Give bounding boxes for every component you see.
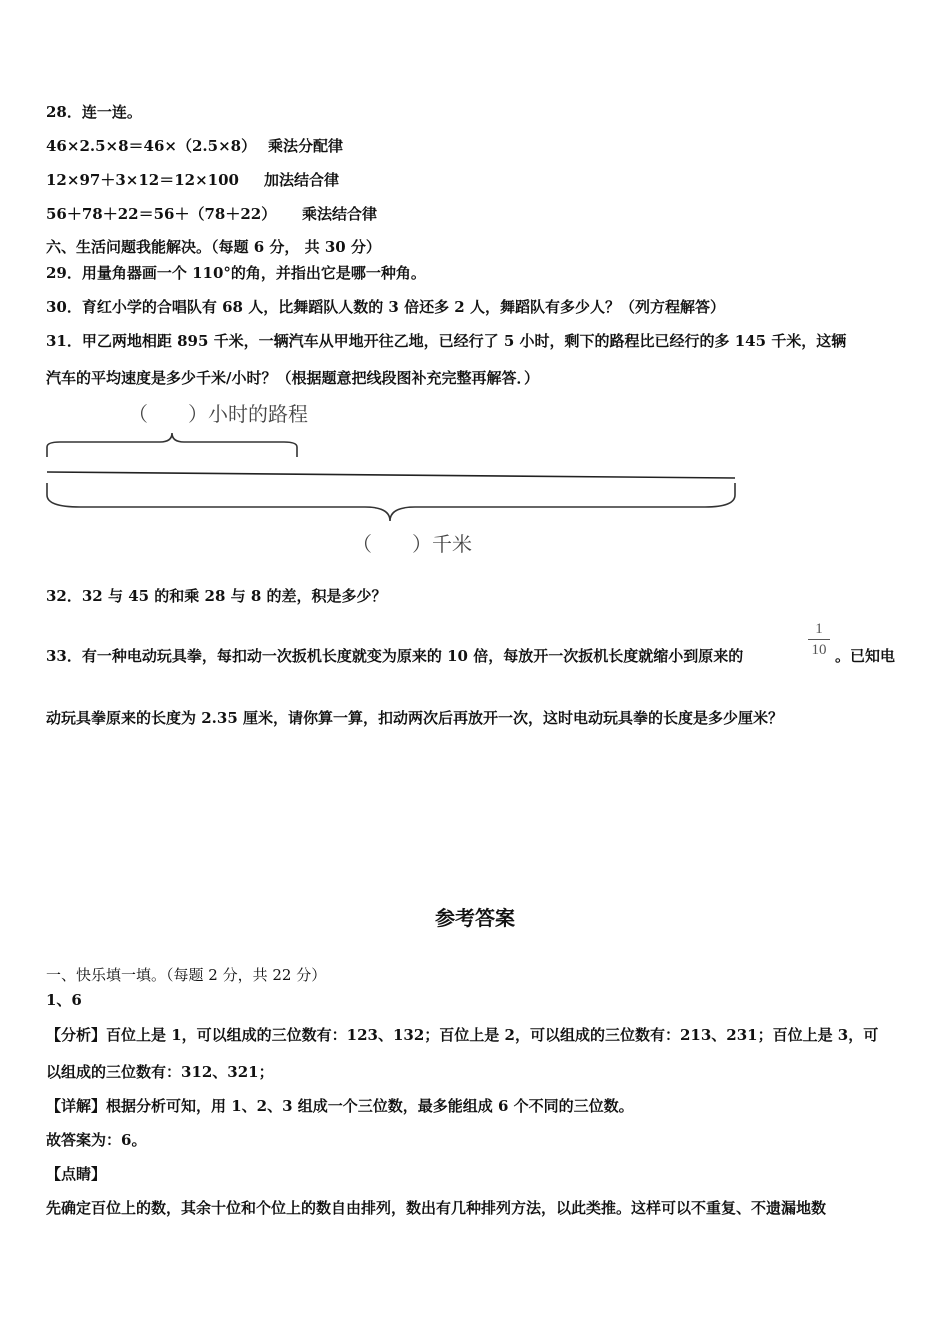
detail: 【详解】根据分析可知，用 1、2、3 组成一个三位数，最多能组成 6 个不同的三位数。	[46, 1097, 634, 1115]
q28-expr-1: 46×2.5×8＝46×（2.5×8）	[46, 137, 257, 155]
answers-title: 参考答案	[435, 906, 515, 930]
dianjing-text: 先确定百位上的数，其余十位和个位上的数自由排列，数出有几种排列方法，以此类推。这样可以不重复、不遗漏地数	[46, 1199, 827, 1217]
final-answer: 故答案为：6。	[46, 1131, 147, 1149]
q29: 29．用量角器画一个 110°的角，并指出它是哪一种角。	[46, 264, 426, 282]
analysis-line-2: 以组成的三位数有：312、321；	[46, 1063, 274, 1081]
section6-heading: 六、生活问题我能解决。（每题 6 分， 共 30 分）	[46, 238, 381, 256]
fraction-denominator: 10	[811, 642, 827, 658]
q28-expr-3: 56＋78＋22＝56＋（78＋22）	[46, 205, 277, 223]
q28-law-3: 乘法结合律	[302, 205, 378, 223]
q28-title: 28．连一连。	[46, 103, 142, 121]
q30: 30．育红小学的合唱队有 68 人，比舞蹈队人数的 3 倍还多 2 人，舞蹈队有多少人？（列方程解答）	[46, 298, 725, 316]
q32: 32．32 与 45 的和乘 28 与 8 的差，积是多少？	[46, 587, 387, 605]
bottom-brace	[47, 483, 735, 521]
answer-1: 1、6	[46, 991, 82, 1009]
main-segment	[47, 472, 735, 478]
q31-line-2: 汽车的平均速度是多少千米/小时？（根据题意把线段图补充完整再解答．）	[46, 369, 539, 387]
analysis-line-1: 【分析】百位上是 1，可以组成的三位数有：123、132；百位上是 2，可以组成的三位数有：213、231；百位上是 3，可	[46, 1026, 879, 1044]
q31-line-1: 31．甲乙两地相距 895 千米，一辆汽车从甲地开往乙地，已经行了 5 小时，剩下的路程比已经行的多 145 千米，这辆	[46, 332, 847, 350]
q28-expr-2: 12×97＋3×12＝12×100	[46, 171, 239, 189]
fraction-numerator: 1	[815, 621, 823, 637]
dianjing-label: 【点睛】	[46, 1165, 107, 1183]
answers-section1: 一、快乐填一填。（每题 2 分，共 22 分）	[46, 966, 327, 984]
q28-law-1: 乘法分配律	[268, 137, 344, 155]
q33-line-1-a: 33．有一种电动玩具拳，每扣动一次扳机长度就变为原来的 10 倍，每放开一次扳机长度就缩小到原来的	[46, 647, 744, 665]
q33-line-2: 动玩具拳原来的长度为 2.35 厘米，请你算一算，扣动两次后再放开一次，这时电动玩具拳的长度是多少厘米？	[46, 709, 783, 727]
fraction-bar	[808, 639, 830, 640]
diagram-bottom-label: （ ）千米	[352, 532, 472, 556]
q33-line-1-b: 。已知电	[835, 647, 896, 665]
q28-law-2: 加法结合律	[264, 171, 340, 189]
q33-fraction	[806, 620, 832, 659]
segment-diagram-svg	[0, 425, 950, 565]
top-brace	[47, 433, 297, 457]
diagram-top-label: （ ）小时的路程	[128, 402, 308, 426]
